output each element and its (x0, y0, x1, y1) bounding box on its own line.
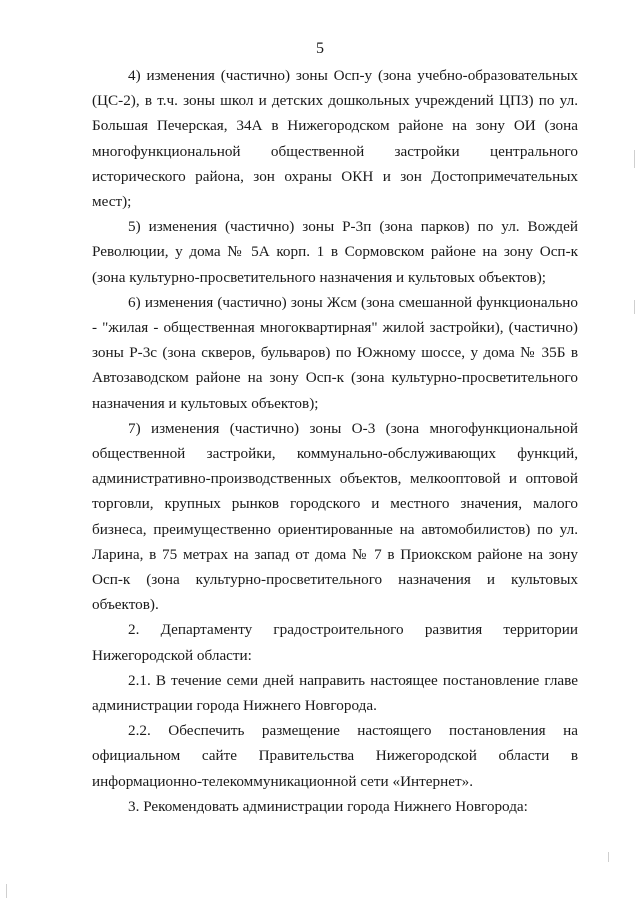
paragraph-item-7: 7) изменения (частично) зоны О-3 (зона многофункциональной общественной застройки, коммунально-обслуживающих функций, административно-производственных объектов, мелкооптовой и оптовой торговли, крупных рынков городского и местного значения, малого бизнеса, преимущественно ориентированные на автомобилистов) по ул. Ларина, в 75 метрах на запад от дома № 7 в Приокском районе на зону Осп-к (зона культурно-просветительного назначения и культовых объектов). (92, 419, 578, 614)
scan-mark (6, 884, 7, 898)
paragraph-item-4: 4) изменения (частично) зоны Осп-у (зона учебно-образовательных (ЦС-2), в т.ч. зоны школ и детских дошкольных учреждений ЦПЗ) по ул. Большая Печерская, 34А в Нижегородском районе на зону ОИ (зона многофункциональной общественной застройки центрального исторического района, зон охраны ОКН и зон Достопримечательных мест); (92, 67, 578, 211)
document-body (92, 63, 578, 819)
scan-mark (608, 852, 609, 862)
scan-mark (634, 300, 635, 314)
paragraph-item-6: 6) изменения (частично) зоны Жсм (зона смешанной функционально - "жилая - общественная многоквартирная" жилой застройки), (частично) зоны Р-3с (зона скверов, бульваров) по Южному шоссе, у дома № 35Б в Автозаводском районе на зону Осп-к (зона культурно-просветительного назначения и культовых объектов); (92, 293, 578, 412)
scan-mark (634, 150, 635, 168)
paragraph-section-2: 2. Департаменту градостроительного развития территории Нижегородской области: (92, 621, 578, 664)
paragraph-item-5: 5) изменения (частично) зоны Р-3п (зона парков) по ул. Вождей Революции, у дома № 5А корп. 1 в Сормовском районе на зону Осп-к (зона культурно-просветительного назначения и культовых объектов); (92, 218, 578, 286)
paragraph-section-2-2: 2.2. Обеспечить размещение настоящего постановления на официальном сайте Правительства Нижегородской области в информационно-телекоммуникационной сети «Интернет». (92, 722, 578, 790)
page-number: 5 (316, 40, 324, 57)
paragraph-section-2-1: 2.1. В течение семи дней направить настоящее постановление главе администрации города Нижнего Новгорода. (92, 671, 578, 715)
paragraph-section-3: 3. Рекомендовать администрации города Нижнего Новгорода: (128, 797, 528, 815)
